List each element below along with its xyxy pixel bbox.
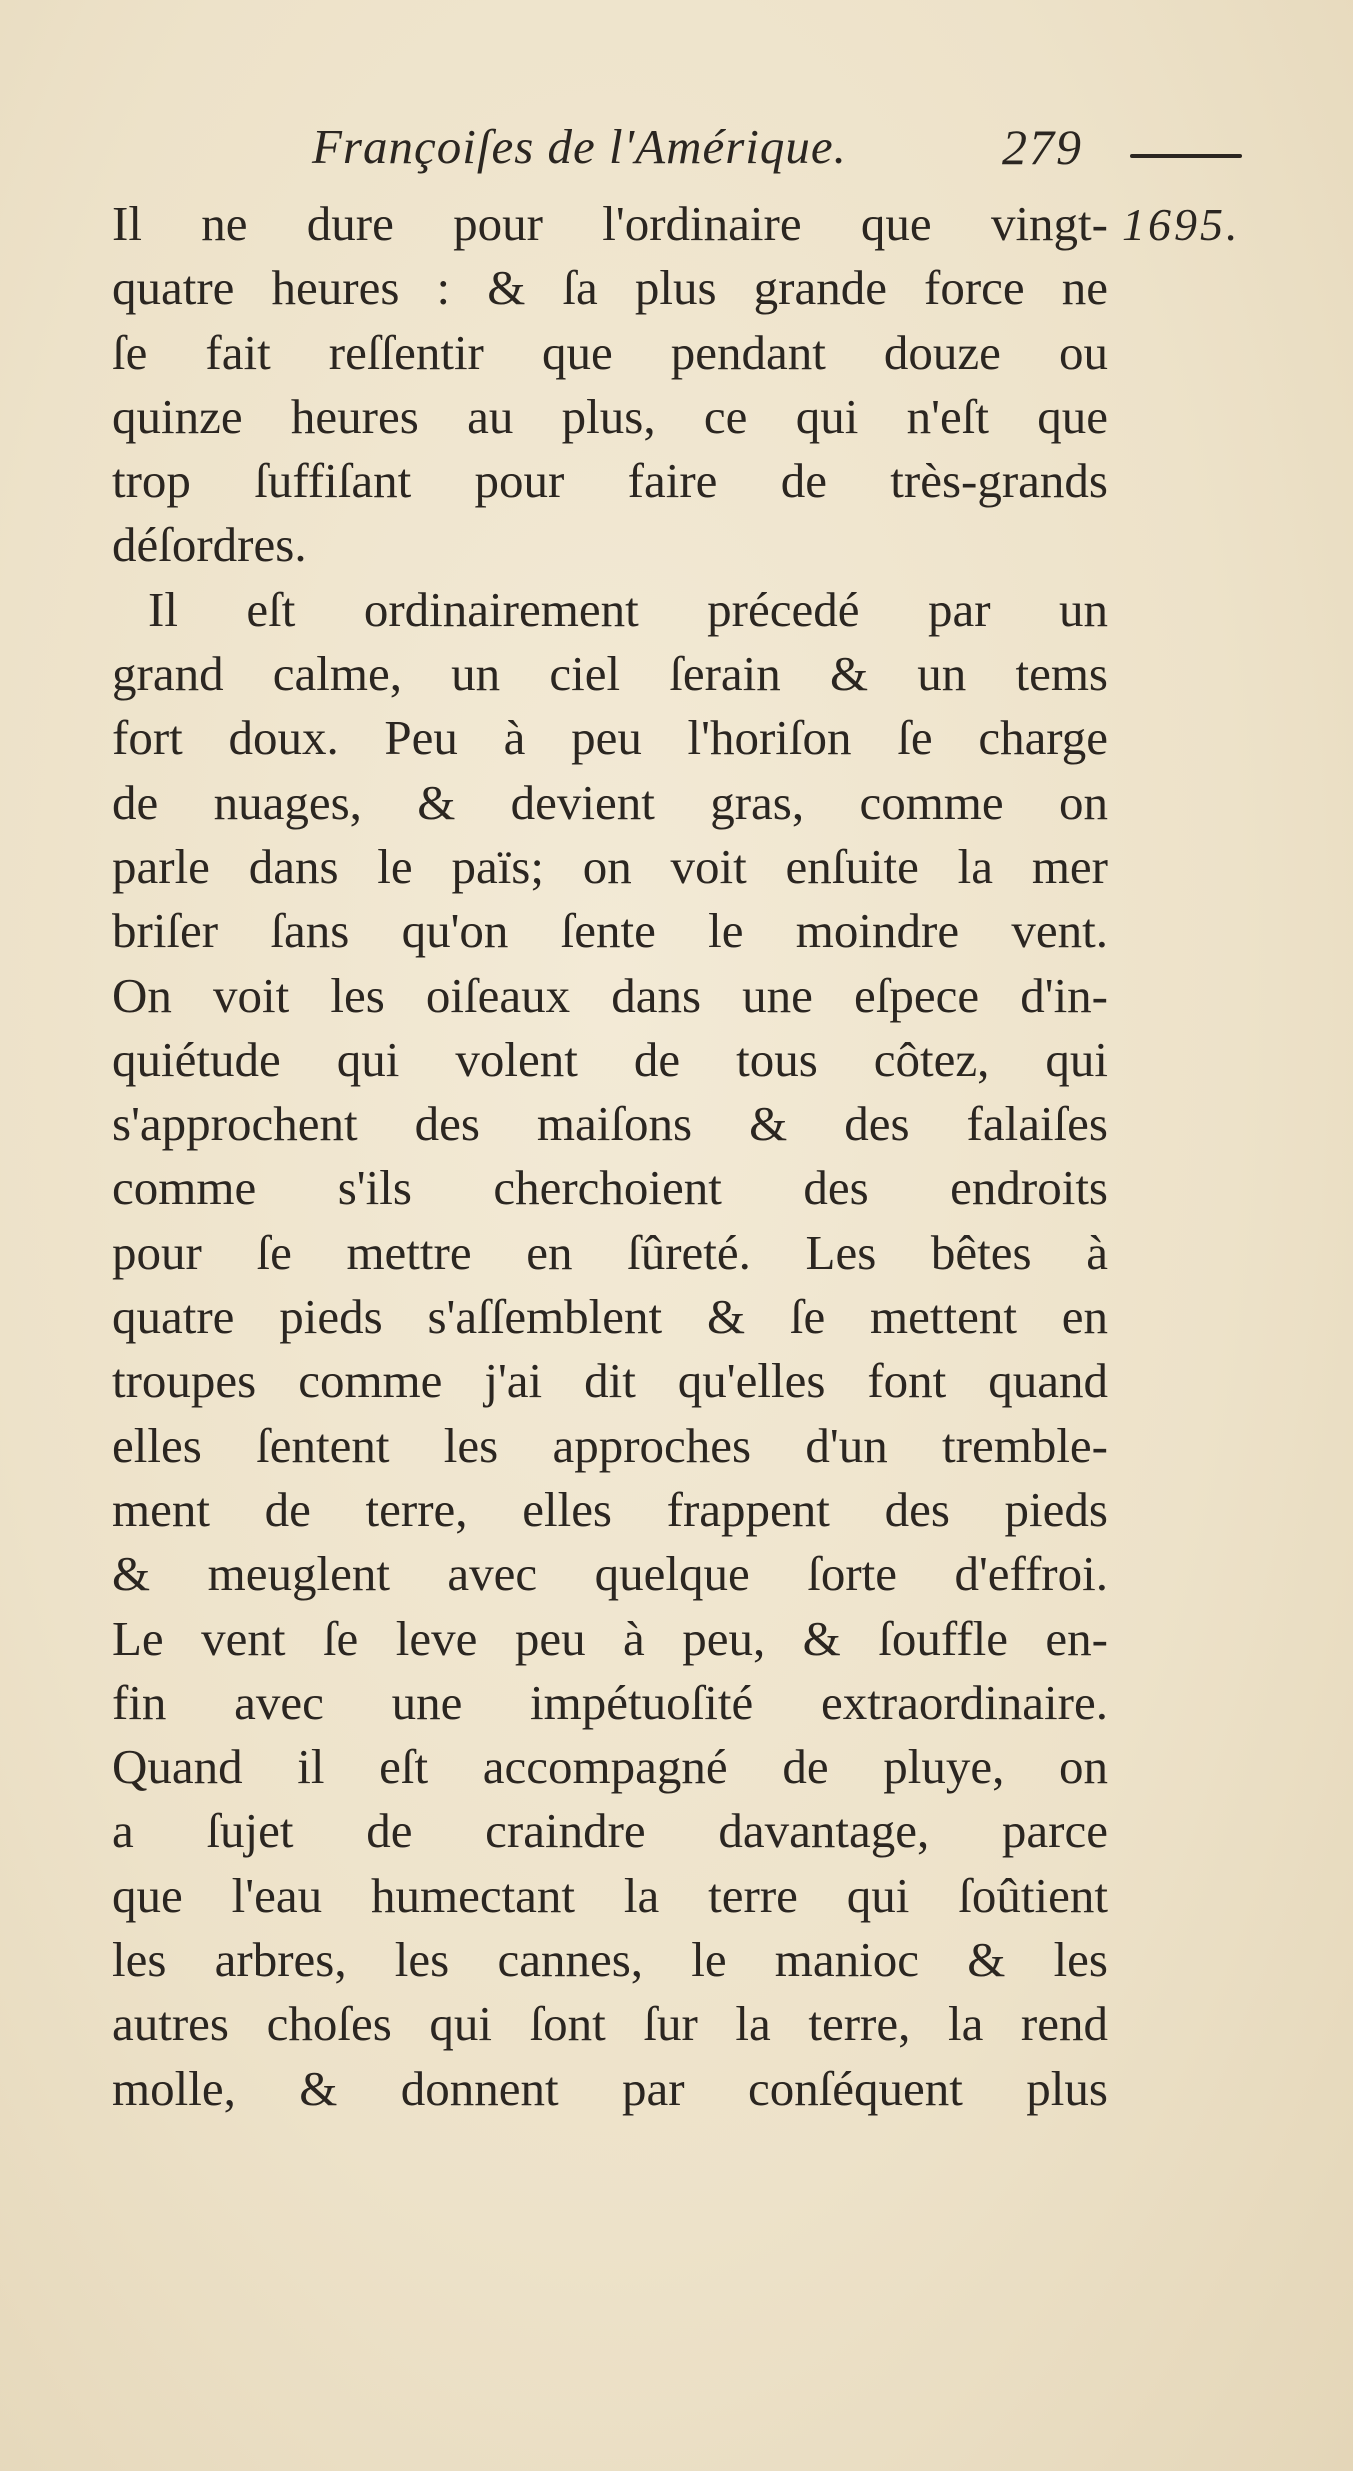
text-line: ment de terre, elles frappent des pieds (112, 1481, 1108, 1537)
text-line: grand calme, un ciel ſerain & un tems (112, 646, 1108, 702)
text-line: On voit les oiſeaux dans une eſpece d'in- (112, 967, 1108, 1023)
page-number: 279 (1002, 119, 1083, 175)
running-head-rule (1130, 154, 1242, 158)
text-line: molle, & donnent par conſéquent plus (112, 2060, 1108, 2116)
text-line: elles ſentent les approches d'un tremble- (112, 1417, 1108, 1473)
text-line: ſe fait reſſentir que pendant douze ou (112, 324, 1108, 380)
text-line: fort doux. Peu à peu l'horiſon ſe charge (112, 710, 1108, 766)
margin-year-note: 1695. (1122, 199, 1241, 250)
text-line: quatre pieds s'aſſemblent & ſe mettent en (112, 1289, 1108, 1345)
text-line: de nuages, & devient gras, comme on (112, 774, 1108, 830)
text-line: s'approchent des maiſons & des falaiſes (112, 1096, 1108, 1152)
text-line: troupes comme j'ai dit qu'elles font quand (112, 1353, 1108, 1409)
text-line: trop ſuffiſant pour faire de très-grands (112, 453, 1108, 509)
text-line: Il ne dure pour l'ordinaire que vingt- (112, 196, 1108, 251)
body-text (112, 192, 1108, 2121)
text-line: & meuglent avec quelque ſorte d'effroi. (112, 1546, 1108, 1602)
text-line: quinze heures au plus, ce qui n'eſt que (112, 388, 1108, 444)
text-line: autres choſes qui ſont ſur la terre, la rend (112, 1996, 1108, 2052)
text-line: Quand il eſt accompagné de pluye, on (112, 1739, 1108, 1795)
running-head-title: Françoiſes de l'Amérique. (312, 119, 847, 174)
text-line: Il eſt ordinairement précedé par un (148, 581, 1108, 637)
text-line: quatre heures : & ſa plus grande force ne (112, 260, 1108, 316)
text-line: les arbres, les cannes, le manioc & les (112, 1932, 1108, 1988)
text-line: que l'eau humectant la terre qui ſoûtient (112, 1867, 1108, 1923)
text-line: comme s'ils cherchoient des endroits (112, 1160, 1108, 1216)
text-line: fin avec une impétuoſité extraordinaire. (112, 1674, 1108, 1730)
running-head (312, 118, 1112, 188)
text-line: Le vent ſe leve peu à peu, & ſouffle en- (112, 1610, 1108, 1666)
text-line: pour ſe mettre en ſûreté. Les bêtes à (112, 1224, 1108, 1280)
text-line: parle dans le païs; on voit enſuite la mer (112, 838, 1108, 894)
text-line: briſer ſans qu'on ſente le moindre vent. (112, 903, 1108, 959)
text-line: déſordres. (112, 517, 307, 573)
text-line: a ſujet de craindre davantage, parce (112, 1803, 1108, 1859)
text-line: quiétude qui volent de tous côtez, qui (112, 1031, 1108, 1087)
